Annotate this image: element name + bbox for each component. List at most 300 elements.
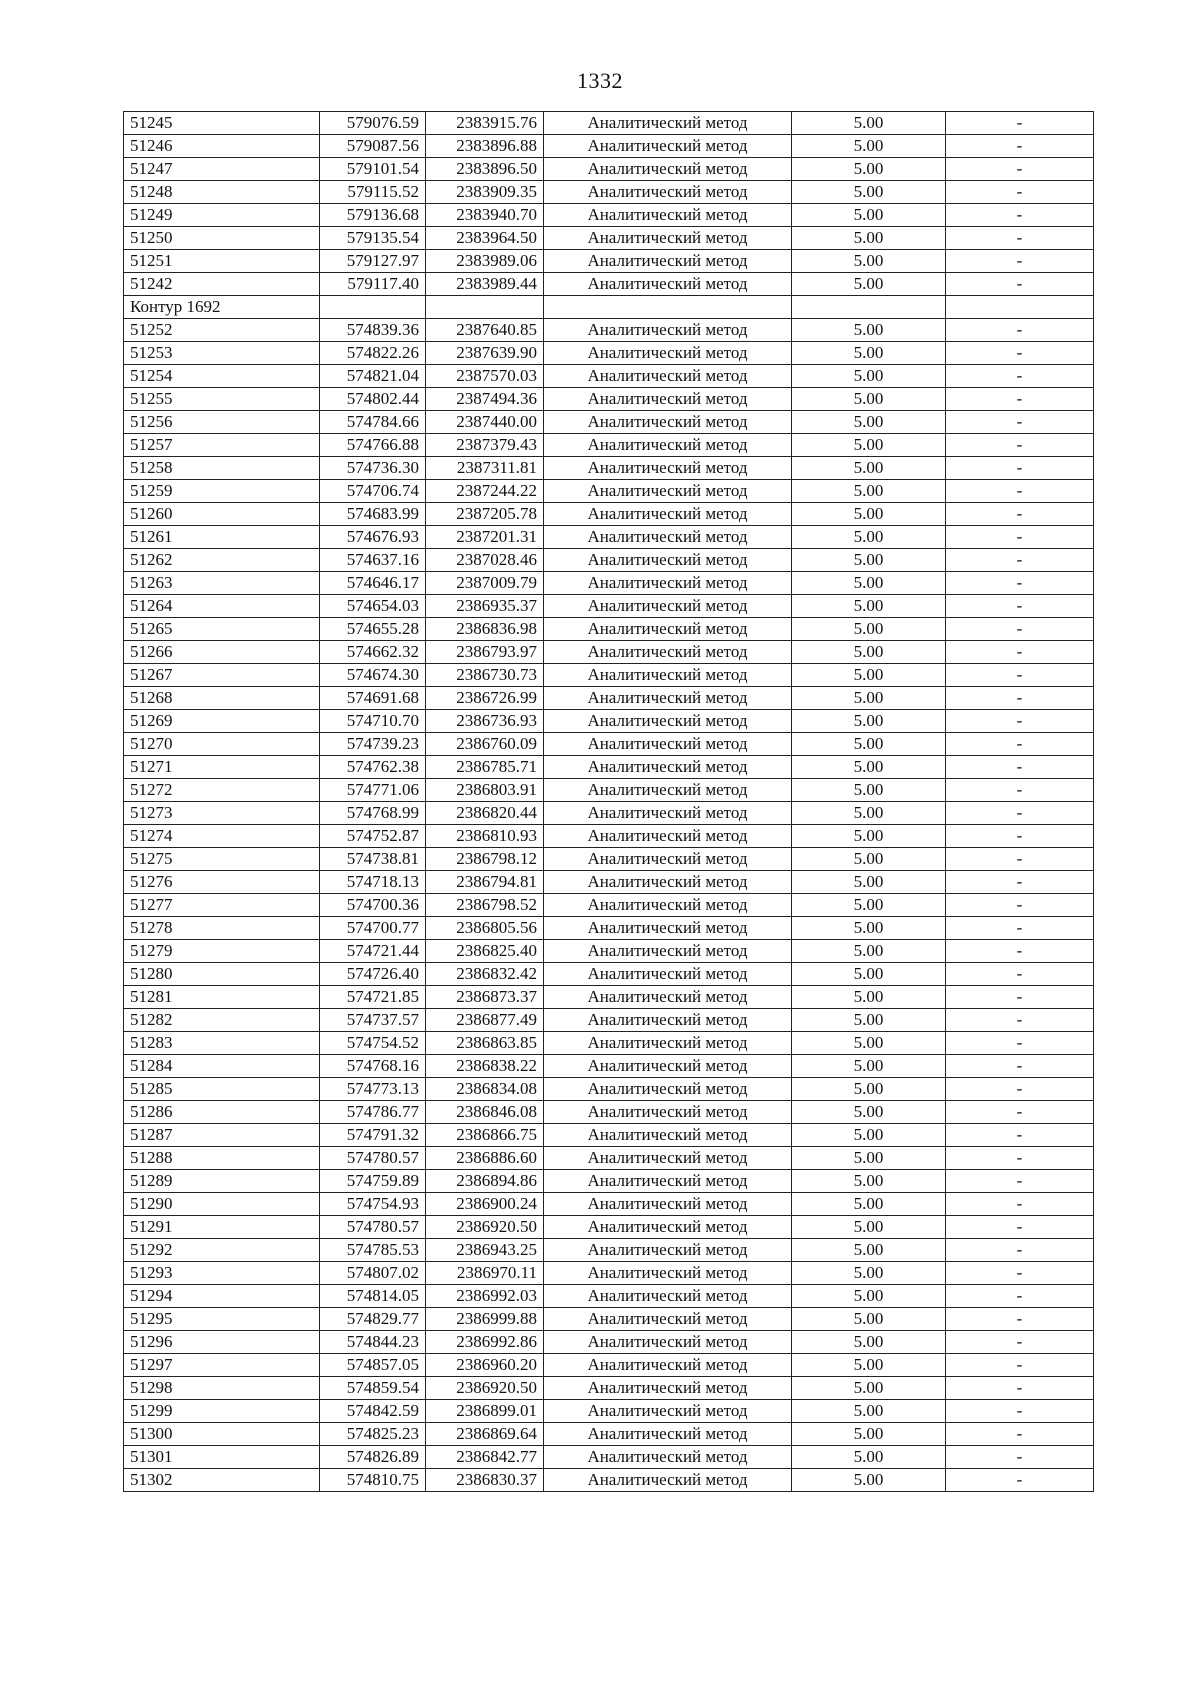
method-cell: Аналитический метод: [544, 1262, 792, 1285]
empty-cell: [426, 296, 544, 319]
accuracy-cell: 5.00: [792, 181, 946, 204]
x-coordinate: 579076.59: [320, 112, 426, 135]
x-coordinate: 574810.75: [320, 1469, 426, 1492]
x-coordinate: 574754.93: [320, 1193, 426, 1216]
y-coordinate: 2383964.50: [426, 227, 544, 250]
table-row: [124, 204, 1094, 227]
point-number: 51287: [124, 1124, 320, 1147]
method-cell: Аналитический метод: [544, 388, 792, 411]
x-coordinate: 574721.44: [320, 940, 426, 963]
method-cell: Аналитический метод: [544, 710, 792, 733]
point-number: 51276: [124, 871, 320, 894]
accuracy-cell: 5.00: [792, 411, 946, 434]
y-coordinate: 2387379.43: [426, 434, 544, 457]
point-number: 51297: [124, 1354, 320, 1377]
method-cell: Аналитический метод: [544, 181, 792, 204]
point-number: 51246: [124, 135, 320, 158]
point-number: 51290: [124, 1193, 320, 1216]
table-row: [124, 1101, 1094, 1124]
point-number: 51254: [124, 365, 320, 388]
y-coordinate: 2386793.97: [426, 641, 544, 664]
table-row: [124, 549, 1094, 572]
note-cell: -: [946, 1285, 1094, 1308]
y-coordinate: 2387244.22: [426, 480, 544, 503]
accuracy-cell: 5.00: [792, 112, 946, 135]
x-coordinate: 579135.54: [320, 227, 426, 250]
accuracy-cell: 5.00: [792, 365, 946, 388]
x-coordinate: 574802.44: [320, 388, 426, 411]
method-cell: Аналитический метод: [544, 112, 792, 135]
accuracy-cell: 5.00: [792, 1262, 946, 1285]
accuracy-cell: 5.00: [792, 1469, 946, 1492]
method-cell: Аналитический метод: [544, 526, 792, 549]
point-number: 51298: [124, 1377, 320, 1400]
note-cell: -: [946, 227, 1094, 250]
table-row: [124, 963, 1094, 986]
point-number: 51288: [124, 1147, 320, 1170]
x-coordinate: 574752.87: [320, 825, 426, 848]
y-coordinate: 2383915.76: [426, 112, 544, 135]
table-row: [124, 1055, 1094, 1078]
note-cell: -: [946, 687, 1094, 710]
table-row: [124, 848, 1094, 871]
table-row: [124, 710, 1094, 733]
method-cell: Аналитический метод: [544, 1124, 792, 1147]
point-number: 51278: [124, 917, 320, 940]
note-cell: -: [946, 1377, 1094, 1400]
y-coordinate: 2387639.90: [426, 342, 544, 365]
accuracy-cell: 5.00: [792, 572, 946, 595]
accuracy-cell: 5.00: [792, 526, 946, 549]
point-number: 51301: [124, 1446, 320, 1469]
y-coordinate: 2386838.22: [426, 1055, 544, 1078]
x-coordinate: 574822.26: [320, 342, 426, 365]
note-cell: -: [946, 917, 1094, 940]
point-number: 51266: [124, 641, 320, 664]
y-coordinate: 2383940.70: [426, 204, 544, 227]
point-number: 51270: [124, 733, 320, 756]
method-cell: Аналитический метод: [544, 1400, 792, 1423]
table-row: [124, 1446, 1094, 1469]
x-coordinate: 574655.28: [320, 618, 426, 641]
table-row: [124, 388, 1094, 411]
accuracy-cell: 5.00: [792, 342, 946, 365]
x-coordinate: 574710.70: [320, 710, 426, 733]
method-cell: Аналитический метод: [544, 848, 792, 871]
point-number: 51256: [124, 411, 320, 434]
table-row: [124, 986, 1094, 1009]
y-coordinate: 2386920.50: [426, 1377, 544, 1400]
x-coordinate: 579117.40: [320, 273, 426, 296]
point-number: 51292: [124, 1239, 320, 1262]
table-row: [124, 1331, 1094, 1354]
point-number: 51258: [124, 457, 320, 480]
x-coordinate: 574768.99: [320, 802, 426, 825]
note-cell: -: [946, 1055, 1094, 1078]
note-cell: -: [946, 549, 1094, 572]
y-coordinate: 2387440.00: [426, 411, 544, 434]
table-row: [124, 319, 1094, 342]
method-cell: Аналитический метод: [544, 158, 792, 181]
note-cell: -: [946, 1469, 1094, 1492]
table-row: [124, 1308, 1094, 1331]
x-coordinate: 574700.77: [320, 917, 426, 940]
accuracy-cell: 5.00: [792, 986, 946, 1009]
y-coordinate: 2386825.40: [426, 940, 544, 963]
table-row: [124, 1009, 1094, 1032]
x-coordinate: 574759.89: [320, 1170, 426, 1193]
table-row: [124, 1400, 1094, 1423]
y-coordinate: 2386803.91: [426, 779, 544, 802]
contour-label: Контур 1692: [124, 296, 320, 319]
table-row: [124, 641, 1094, 664]
note-cell: -: [946, 1216, 1094, 1239]
x-coordinate: 574857.05: [320, 1354, 426, 1377]
accuracy-cell: 5.00: [792, 894, 946, 917]
x-coordinate: 574676.93: [320, 526, 426, 549]
y-coordinate: 2386798.12: [426, 848, 544, 871]
y-coordinate: 2386886.60: [426, 1147, 544, 1170]
y-coordinate: 2387028.46: [426, 549, 544, 572]
method-cell: Аналитический метод: [544, 549, 792, 572]
method-cell: Аналитический метод: [544, 1032, 792, 1055]
x-coordinate: 574754.52: [320, 1032, 426, 1055]
point-number: 51263: [124, 572, 320, 595]
method-cell: Аналитический метод: [544, 1446, 792, 1469]
point-number: 51271: [124, 756, 320, 779]
table-row: [124, 917, 1094, 940]
x-coordinate: 574784.66: [320, 411, 426, 434]
page-number: 1332: [577, 68, 623, 93]
y-coordinate: 2386894.86: [426, 1170, 544, 1193]
table-row: [124, 365, 1094, 388]
table-row: [124, 1377, 1094, 1400]
y-coordinate: 2383909.35: [426, 181, 544, 204]
x-coordinate: 579115.52: [320, 181, 426, 204]
x-coordinate: 574768.16: [320, 1055, 426, 1078]
method-cell: Аналитический метод: [544, 135, 792, 158]
accuracy-cell: 5.00: [792, 1216, 946, 1239]
point-number: 51277: [124, 894, 320, 917]
y-coordinate: 2386899.01: [426, 1400, 544, 1423]
note-cell: -: [946, 411, 1094, 434]
empty-cell: [544, 296, 792, 319]
method-cell: Аналитический метод: [544, 1009, 792, 1032]
point-number: 51282: [124, 1009, 320, 1032]
note-cell: -: [946, 1009, 1094, 1032]
x-coordinate: 574826.89: [320, 1446, 426, 1469]
point-number: 51273: [124, 802, 320, 825]
note-cell: -: [946, 1262, 1094, 1285]
note-cell: -: [946, 365, 1094, 388]
point-number: 51272: [124, 779, 320, 802]
y-coordinate: 2386832.42: [426, 963, 544, 986]
point-number: 51300: [124, 1423, 320, 1446]
point-number: 51285: [124, 1078, 320, 1101]
point-number: 51294: [124, 1285, 320, 1308]
table-row: [124, 1032, 1094, 1055]
method-cell: Аналитический метод: [544, 1423, 792, 1446]
x-coordinate: 574829.77: [320, 1308, 426, 1331]
method-cell: Аналитический метод: [544, 687, 792, 710]
accuracy-cell: 5.00: [792, 1239, 946, 1262]
accuracy-cell: 5.00: [792, 434, 946, 457]
x-coordinate: 574654.03: [320, 595, 426, 618]
x-coordinate: 574814.05: [320, 1285, 426, 1308]
note-cell: -: [946, 641, 1094, 664]
table-row: [124, 825, 1094, 848]
accuracy-cell: 5.00: [792, 779, 946, 802]
note-cell: -: [946, 1101, 1094, 1124]
x-coordinate: 574771.06: [320, 779, 426, 802]
table-row: [124, 1354, 1094, 1377]
table-row: [124, 1193, 1094, 1216]
x-coordinate: 574700.36: [320, 894, 426, 917]
x-coordinate: 574726.40: [320, 963, 426, 986]
note-cell: -: [946, 710, 1094, 733]
note-cell: -: [946, 503, 1094, 526]
accuracy-cell: 5.00: [792, 1446, 946, 1469]
table-row: [124, 158, 1094, 181]
method-cell: Аналитический метод: [544, 411, 792, 434]
method-cell: Аналитический метод: [544, 1055, 792, 1078]
method-cell: Аналитический метод: [544, 1239, 792, 1262]
note-cell: -: [946, 342, 1094, 365]
y-coordinate: 2387201.31: [426, 526, 544, 549]
table-row: [124, 227, 1094, 250]
method-cell: Аналитический метод: [544, 756, 792, 779]
accuracy-cell: 5.00: [792, 1423, 946, 1446]
point-number: 51255: [124, 388, 320, 411]
table-row: [124, 733, 1094, 756]
note-cell: -: [946, 273, 1094, 296]
table-row: [124, 664, 1094, 687]
method-cell: Аналитический метод: [544, 802, 792, 825]
x-coordinate: 574762.38: [320, 756, 426, 779]
x-coordinate: 574646.17: [320, 572, 426, 595]
accuracy-cell: 5.00: [792, 1101, 946, 1124]
method-cell: Аналитический метод: [544, 342, 792, 365]
point-number: 51283: [124, 1032, 320, 1055]
accuracy-cell: 5.00: [792, 549, 946, 572]
accuracy-cell: 5.00: [792, 273, 946, 296]
y-coordinate: 2386960.20: [426, 1354, 544, 1377]
point-number: 51264: [124, 595, 320, 618]
y-coordinate: 2386834.08: [426, 1078, 544, 1101]
table-row: [124, 1124, 1094, 1147]
x-coordinate: 579127.97: [320, 250, 426, 273]
y-coordinate: 2386736.93: [426, 710, 544, 733]
point-number: 51284: [124, 1055, 320, 1078]
note-cell: -: [946, 618, 1094, 641]
accuracy-cell: 5.00: [792, 1308, 946, 1331]
note-cell: -: [946, 1400, 1094, 1423]
note-cell: -: [946, 1354, 1094, 1377]
y-coordinate: 2386877.49: [426, 1009, 544, 1032]
x-coordinate: 574739.23: [320, 733, 426, 756]
table-row: [124, 135, 1094, 158]
note-cell: -: [946, 963, 1094, 986]
point-number: 51253: [124, 342, 320, 365]
point-number: 51291: [124, 1216, 320, 1239]
method-cell: Аналитический метод: [544, 204, 792, 227]
table-row: [124, 342, 1094, 365]
point-number: 51289: [124, 1170, 320, 1193]
accuracy-cell: 5.00: [792, 204, 946, 227]
x-coordinate: 574674.30: [320, 664, 426, 687]
y-coordinate: 2386805.56: [426, 917, 544, 940]
x-coordinate: 574780.57: [320, 1216, 426, 1239]
note-cell: -: [946, 1170, 1094, 1193]
y-coordinate: 2386943.25: [426, 1239, 544, 1262]
note-cell: -: [946, 572, 1094, 595]
point-number: 51265: [124, 618, 320, 641]
note-cell: -: [946, 664, 1094, 687]
method-cell: Аналитический метод: [544, 1101, 792, 1124]
point-number: 51249: [124, 204, 320, 227]
note-cell: -: [946, 871, 1094, 894]
y-coordinate: 2387570.03: [426, 365, 544, 388]
y-coordinate: 2386970.11: [426, 1262, 544, 1285]
y-coordinate: 2386836.98: [426, 618, 544, 641]
accuracy-cell: 5.00: [792, 1078, 946, 1101]
y-coordinate: 2387009.79: [426, 572, 544, 595]
method-cell: Аналитический метод: [544, 1285, 792, 1308]
accuracy-cell: 5.00: [792, 388, 946, 411]
note-cell: -: [946, 1193, 1094, 1216]
note-cell: -: [946, 802, 1094, 825]
x-coordinate: 579101.54: [320, 158, 426, 181]
accuracy-cell: 5.00: [792, 457, 946, 480]
y-coordinate: 2386869.64: [426, 1423, 544, 1446]
method-cell: Аналитический метод: [544, 894, 792, 917]
table-row: [124, 457, 1094, 480]
accuracy-cell: 5.00: [792, 1147, 946, 1170]
accuracy-cell: 5.00: [792, 227, 946, 250]
table-row: [124, 687, 1094, 710]
empty-cell: [946, 296, 1094, 319]
accuracy-cell: 5.00: [792, 1331, 946, 1354]
coordinates-table: [123, 111, 1094, 1492]
x-coordinate: 574738.81: [320, 848, 426, 871]
point-number: 51248: [124, 181, 320, 204]
table-row: [124, 595, 1094, 618]
note-cell: -: [946, 1147, 1094, 1170]
method-cell: Аналитический метод: [544, 963, 792, 986]
note-cell: -: [946, 1032, 1094, 1055]
note-cell: -: [946, 825, 1094, 848]
table-row: [124, 1239, 1094, 1262]
method-cell: Аналитический метод: [544, 825, 792, 848]
y-coordinate: 2386863.85: [426, 1032, 544, 1055]
y-coordinate: 2386873.37: [426, 986, 544, 1009]
note-cell: -: [946, 434, 1094, 457]
table-row: [124, 1469, 1094, 1492]
point-number: 51280: [124, 963, 320, 986]
point-number: 51286: [124, 1101, 320, 1124]
point-number: 51281: [124, 986, 320, 1009]
y-coordinate: 2386820.44: [426, 802, 544, 825]
method-cell: Аналитический метод: [544, 779, 792, 802]
method-cell: Аналитический метод: [544, 940, 792, 963]
table-row: [124, 1170, 1094, 1193]
point-number: 51251: [124, 250, 320, 273]
accuracy-cell: 5.00: [792, 756, 946, 779]
x-coordinate: 574706.74: [320, 480, 426, 503]
x-coordinate: 574821.04: [320, 365, 426, 388]
y-coordinate: 2387205.78: [426, 503, 544, 526]
point-number: 51279: [124, 940, 320, 963]
y-coordinate: 2386992.86: [426, 1331, 544, 1354]
accuracy-cell: 5.00: [792, 664, 946, 687]
accuracy-cell: 5.00: [792, 963, 946, 986]
note-cell: -: [946, 526, 1094, 549]
y-coordinate: 2383989.44: [426, 273, 544, 296]
table-row: [124, 526, 1094, 549]
x-coordinate: 574786.77: [320, 1101, 426, 1124]
table-row: [124, 1216, 1094, 1239]
note-cell: -: [946, 204, 1094, 227]
x-coordinate: 574773.13: [320, 1078, 426, 1101]
table-row: [124, 503, 1094, 526]
table-row: [124, 250, 1094, 273]
note-cell: -: [946, 940, 1094, 963]
x-coordinate: 574637.16: [320, 549, 426, 572]
y-coordinate: 2386842.77: [426, 1446, 544, 1469]
x-coordinate: 574766.88: [320, 434, 426, 457]
x-coordinate: 574721.85: [320, 986, 426, 1009]
accuracy-cell: 5.00: [792, 618, 946, 641]
table-row: [124, 871, 1094, 894]
method-cell: Аналитический метод: [544, 1147, 792, 1170]
accuracy-cell: 5.00: [792, 503, 946, 526]
method-cell: Аналитический метод: [544, 227, 792, 250]
accuracy-cell: 5.00: [792, 940, 946, 963]
point-number: 51293: [124, 1262, 320, 1285]
note-cell: -: [946, 388, 1094, 411]
note-cell: -: [946, 1331, 1094, 1354]
contour-header-row: [124, 296, 1094, 319]
table-row: [124, 618, 1094, 641]
y-coordinate: 2387494.36: [426, 388, 544, 411]
x-coordinate: 579087.56: [320, 135, 426, 158]
table-row: [124, 112, 1094, 135]
point-number: 51242: [124, 273, 320, 296]
table-row: [124, 1262, 1094, 1285]
accuracy-cell: 5.00: [792, 1377, 946, 1400]
table-row: [124, 1423, 1094, 1446]
method-cell: Аналитический метод: [544, 273, 792, 296]
point-number: 51257: [124, 434, 320, 457]
point-number: 51269: [124, 710, 320, 733]
accuracy-cell: 5.00: [792, 687, 946, 710]
note-cell: -: [946, 480, 1094, 503]
accuracy-cell: 5.00: [792, 595, 946, 618]
point-number: 51275: [124, 848, 320, 871]
point-number: 51247: [124, 158, 320, 181]
method-cell: Аналитический метод: [544, 595, 792, 618]
method-cell: Аналитический метод: [544, 250, 792, 273]
table-row: [124, 572, 1094, 595]
table-row: [124, 779, 1094, 802]
table-row: [124, 756, 1094, 779]
accuracy-cell: 5.00: [792, 158, 946, 181]
method-cell: Аналитический метод: [544, 434, 792, 457]
note-cell: -: [946, 848, 1094, 871]
note-cell: -: [946, 1446, 1094, 1469]
point-number: 51252: [124, 319, 320, 342]
method-cell: Аналитический метод: [544, 1308, 792, 1331]
